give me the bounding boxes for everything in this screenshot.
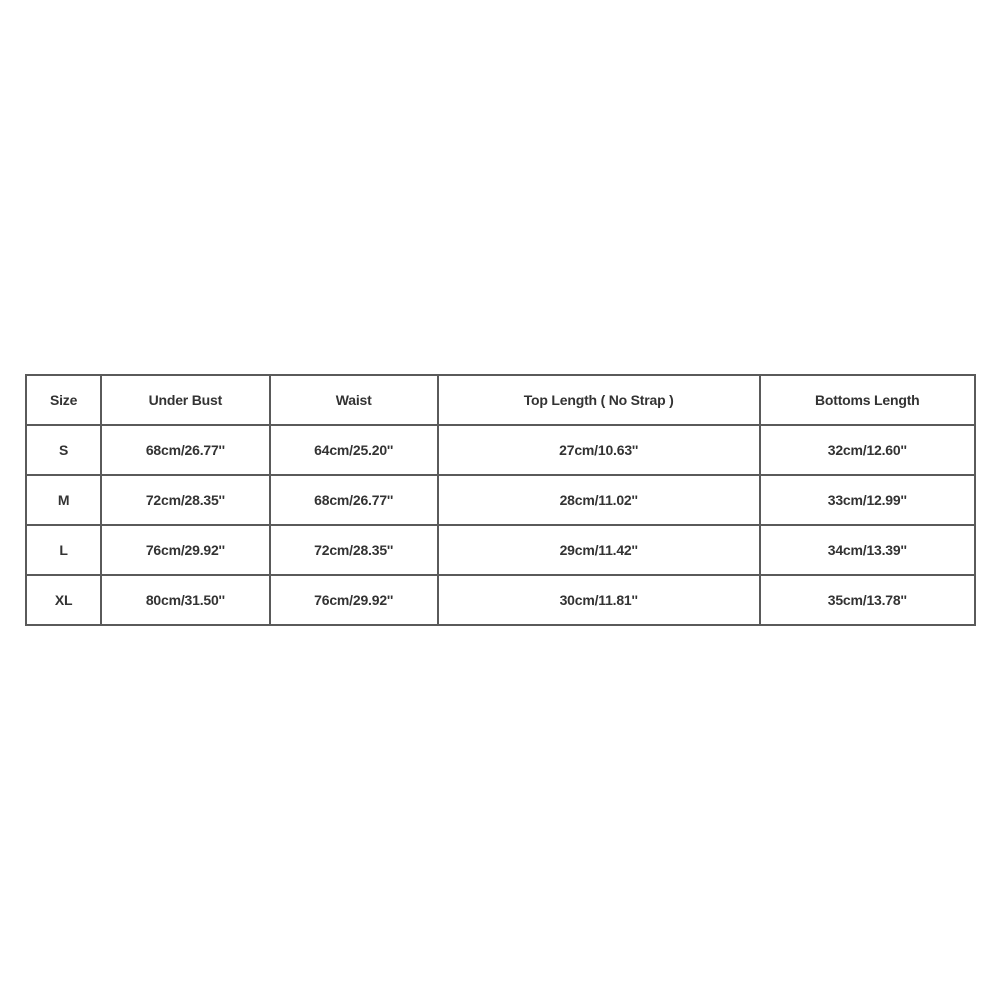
cell-size: L (26, 525, 101, 575)
cell-top-length: 27cm/10.63'' (438, 425, 760, 475)
table-row (26, 525, 975, 575)
table-header-row (26, 375, 975, 425)
cell-top-length: 29cm/11.42'' (438, 525, 760, 575)
cell-waist: 72cm/28.35'' (270, 525, 438, 575)
size-chart-table (25, 374, 976, 626)
cell-bottoms-length: 32cm/12.60'' (760, 425, 975, 475)
cell-bottoms-length: 33cm/12.99'' (760, 475, 975, 525)
cell-under-bust: 80cm/31.50'' (101, 575, 269, 625)
cell-bottoms-length: 34cm/13.39'' (760, 525, 975, 575)
cell-waist: 64cm/25.20'' (270, 425, 438, 475)
table-row (26, 575, 975, 625)
header-bottoms-length: Bottoms Length (760, 375, 975, 425)
header-under-bust: Under Bust (101, 375, 269, 425)
header-top-length: Top Length ( No Strap ) (438, 375, 760, 425)
cell-under-bust: 68cm/26.77'' (101, 425, 269, 475)
cell-top-length: 28cm/11.02'' (438, 475, 760, 525)
cell-size: S (26, 425, 101, 475)
cell-size: XL (26, 575, 101, 625)
table-row (26, 475, 975, 525)
cell-under-bust: 76cm/29.92'' (101, 525, 269, 575)
cell-bottoms-length: 35cm/13.78'' (760, 575, 975, 625)
cell-waist: 68cm/26.77'' (270, 475, 438, 525)
cell-under-bust: 72cm/28.35'' (101, 475, 269, 525)
header-waist: Waist (270, 375, 438, 425)
cell-size: M (26, 475, 101, 525)
header-size: Size (26, 375, 101, 425)
cell-waist: 76cm/29.92'' (270, 575, 438, 625)
table-row (26, 425, 975, 475)
cell-top-length: 30cm/11.81'' (438, 575, 760, 625)
